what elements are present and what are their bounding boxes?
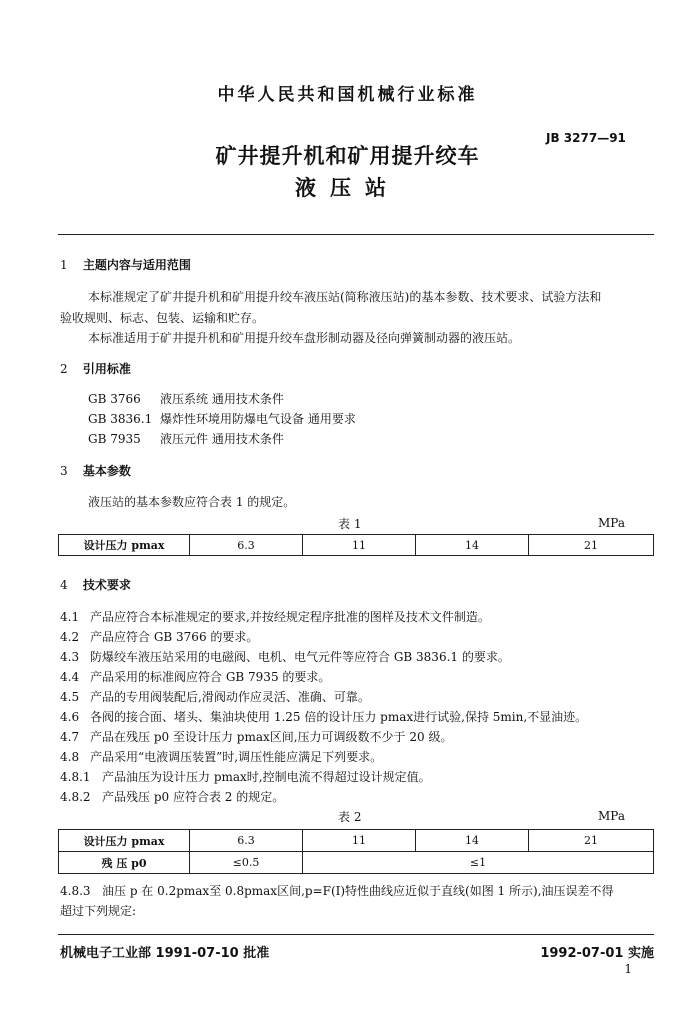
- clause-text: 产品采用“电液调压装置”时,调压性能应满足下列要求。: [90, 750, 383, 764]
- reference-name: 液压元件 通用技术条件: [160, 432, 284, 446]
- clause-number: 4.2: [60, 630, 80, 644]
- reference-name: 液压系统 通用技术条件: [160, 392, 284, 406]
- footer-rule: [58, 934, 654, 935]
- approval-date: 机械电子工业部 1991-07-10 批准: [60, 946, 270, 961]
- clause-text: 防爆绞车液压站采用的电磁阀、电机、电气元件等应符合 GB 3836.1 的要求。: [90, 650, 510, 664]
- issuing-body: 中华人民共和国机械行业标准: [217, 85, 478, 105]
- table-cell: 14: [416, 830, 529, 852]
- table-row: [59, 830, 654, 852]
- table-cell: 6.3: [190, 535, 303, 556]
- clause-text: 产品残压 p0 应符合表 2 的规定。: [102, 790, 285, 804]
- section-number: 2: [60, 362, 68, 376]
- paragraph: 验收规则、标志、包装、运输和贮存。: [60, 311, 265, 325]
- document-title: 矿井提升机和矿用提升绞车: [215, 144, 480, 168]
- clause-4-3: [60, 648, 510, 665]
- section-number: 1: [60, 258, 68, 272]
- clause-4-8-1: [60, 768, 431, 785]
- clause-text: 各阀的接合面、堵头、集油块使用 1.25 倍的设计压力 pmax进行试验,保持 5min,不显油迹。: [90, 710, 588, 724]
- reference-code: GB 7935: [88, 432, 141, 446]
- clause-number: 4.8.3: [60, 884, 91, 898]
- clause-4-1: [60, 608, 490, 625]
- table-cell: 11: [303, 830, 416, 852]
- section-title: 引用标准: [82, 362, 131, 376]
- reference-item: [88, 410, 356, 427]
- section-title: 技术要求: [82, 578, 131, 592]
- clause-number: 4.8.2: [60, 790, 91, 804]
- clause-continuation: 超过下列规定:: [60, 904, 137, 918]
- clause-4-6: [60, 708, 587, 725]
- table-cell: 14: [416, 535, 529, 556]
- clause-text: 油压 p 在 0.2pmax至 0.8pmax区间,p=F(I)特性曲线应近似于直线(如图 1 所示),油压误差不得: [102, 884, 614, 898]
- table-cell: 21: [529, 535, 654, 556]
- clause-text: 产品在残压 p0 至设计压力 pmax区间,压力可调级数不少于 20 级。: [90, 730, 453, 744]
- table-cell-label: 设计压力 pmax: [59, 535, 190, 556]
- table-cell: ≤0.5: [190, 852, 303, 874]
- clause-number: 4.1: [60, 610, 80, 624]
- table-row: [59, 535, 654, 556]
- implementation-date: 1992-07-01 实施: [540, 946, 654, 961]
- clause-text: 产品应符合 GB 3766 的要求。: [90, 630, 259, 644]
- clause-number: 4.8.1: [60, 770, 91, 784]
- clause-number: 4.6: [60, 710, 80, 724]
- clause-number: 4.8: [60, 750, 80, 764]
- table-cell-label: 残 压 p0: [59, 852, 190, 874]
- table-1: [58, 534, 654, 556]
- table-1-unit: MPa: [598, 516, 625, 530]
- section-3-heading: [60, 462, 131, 479]
- section-number: 3: [60, 464, 68, 478]
- table-row: [59, 852, 654, 874]
- section-title: 主题内容与适用范围: [82, 258, 191, 272]
- clause-4-8: [60, 748, 382, 765]
- clause-4-2: [60, 628, 258, 645]
- clause-number: 4.4: [60, 670, 80, 684]
- clause-text: 产品油压为设计压力 pmax时,控制电流不得超过设计规定值。: [102, 770, 431, 784]
- table-cell: 21: [529, 830, 654, 852]
- clause-4-7: [60, 728, 452, 745]
- section-1-heading: [60, 256, 191, 273]
- section-2-heading: [60, 360, 131, 377]
- reference-item: [88, 430, 284, 447]
- reference-code: GB 3836.1: [88, 412, 153, 426]
- table-2-unit: MPa: [598, 809, 625, 823]
- reference-item: [88, 390, 284, 407]
- table-cell: ≤1: [303, 852, 654, 874]
- clause-text: 产品采用的标准阀应符合 GB 7935 的要求。: [90, 670, 331, 684]
- table-cell-label: 设计压力 pmax: [59, 830, 190, 852]
- section-4-heading: [60, 576, 131, 593]
- section-number: 4: [60, 578, 68, 592]
- paragraph: 本标准适用于矿井提升机和矿用提升绞车盘形制动器及径向弹簧制动器的液压站。: [88, 331, 521, 345]
- table-2-caption: 表 2: [338, 810, 362, 824]
- clause-text: 产品应符合本标准规定的要求,并按经规定程序批准的图样及技术文件制造。: [90, 610, 490, 624]
- paragraph: 液压站的基本参数应符合表 1 的规定。: [88, 495, 296, 509]
- paragraph: 本标准规定了矿井提升机和矿用提升绞车液压站(简称液压站)的基本参数、技术要求、试验方法和: [88, 290, 602, 304]
- clause-number: 4.7: [60, 730, 80, 744]
- table-2: [58, 829, 654, 874]
- clause-number: 4.3: [60, 650, 80, 664]
- clause-number: 4.5: [60, 690, 80, 704]
- table-cell: 11: [303, 535, 416, 556]
- clause-4-5: [60, 688, 370, 705]
- clause-4-8-3: [60, 882, 614, 899]
- table-1-caption: 表 1: [338, 517, 362, 531]
- reference-code: GB 3766: [88, 392, 141, 406]
- clause-4-4: [60, 668, 330, 685]
- clause-text: 产品的专用阀装配后,滑阀动作应灵活、准确、可靠。: [90, 690, 370, 704]
- document-subtitle: 液压站: [295, 176, 400, 200]
- standard-number: JB 3277—91: [546, 131, 626, 145]
- page-number: 1: [624, 962, 632, 976]
- reference-name: 爆炸性环境用防爆电气设备 通用要求: [160, 412, 356, 426]
- section-title: 基本参数: [82, 464, 131, 478]
- clause-4-8-2: [60, 788, 284, 805]
- header-rule: [58, 234, 654, 235]
- table-cell: 6.3: [190, 830, 303, 852]
